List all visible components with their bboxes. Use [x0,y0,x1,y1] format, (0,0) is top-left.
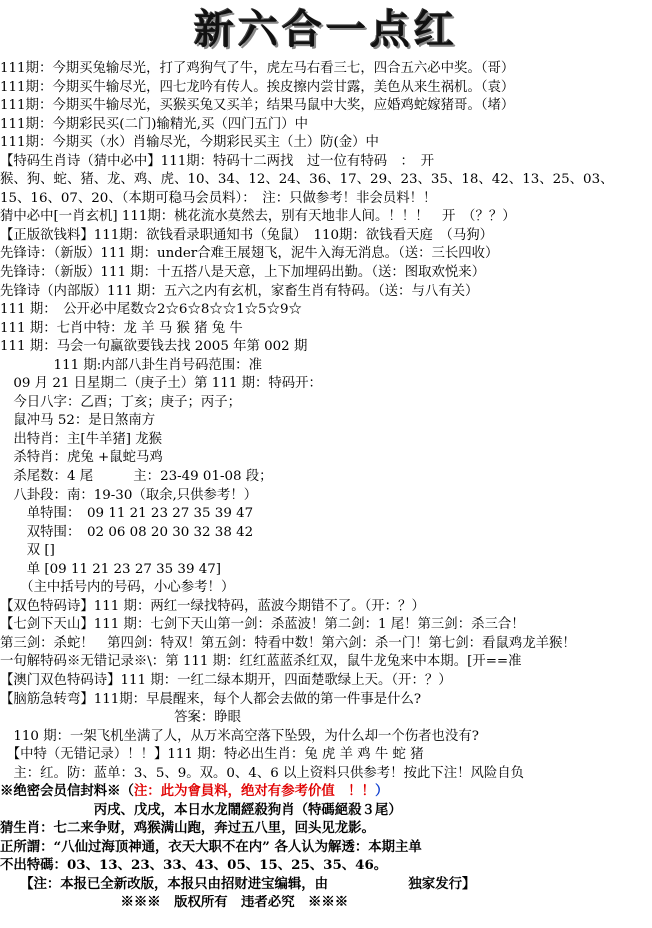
text-line: 111 期：七肖中特：龙 羊 马 猴 猪 兔 牛 [0,320,243,336]
notice-warning: 注：此为會員料，绝对有参考价值 ！！ [133,783,375,800]
text-line: 鼠冲马 52：是日煞南方 [0,413,156,429]
text-line: 出特肖：主[牛羊猪] 龙猴 [0,431,163,447]
text-line: 【七剑下天山】111 期：七剑下天山第一剑：杀蓝波！第二剑：1 尾！第三剑：杀三合！ [0,617,525,633]
text-line: 双特围： 02 06 08 20 30 32 38 42 [0,524,254,540]
text-line: 今日八字：乙酉；丁亥；庚子；丙子； [0,394,242,410]
text-line: 【中特（无错记录）！！】111 期：特必出生肖：兔 虎 羊 鸡 牛 蛇 猪 [0,747,424,763]
text-line: 【双色特码诗】111 期：两红一绿找特码，蓝波今期错不了。（开：？） [0,598,425,614]
text-line: 主：红。防：蓝单：3、5、9。双。0、4、6 以上资料只供参考！按此下注！风险自负 [0,765,525,781]
text-line: （主中括号内的号码，小心参考！） [0,580,235,596]
text-line: 111 期:内部八卦生肖号码范围：准 [0,357,262,373]
no-show-numbers: 不出特碼：03、13、23、33、43、05、15、25、35、46。 [0,857,388,874]
masthead-title: 新六合一点红 [194,7,458,53]
zodiac-line: 丙戌、戊戌，本日水龙鬧經殺狗肖（特碼絕殺３尾） [0,801,402,818]
text-line: 【澳门双色特码诗】111 期：一红二绿本期开，四面楚歌绿上天。（开：？） [0,672,452,688]
text-line: 【脑筋急转弯】111期：早晨醒来，每个人都会去做的第一件事是什么? [0,691,422,707]
text-line: 111 期： 公开必中尾数☆2☆6☆8☆☆1☆5☆9☆ [0,302,302,318]
text-line: 110 期：一架飞机坐满了人，从万米高空落下坠毁，为什么却一个伤者也没有? [0,728,479,744]
text-line: 111 期：马会一句赢欲要钱去找 2005 年第 002 期 [0,339,308,355]
text-line: 杀特肖：虎兔 +鼠蛇马鸡 [0,450,163,466]
notice-suffix: ） [374,783,389,800]
member-notice [0,783,652,800]
text-line: 猜中必中[一肖玄机] 111期：桃花流水莫然去，别有天地非人间。！！！ 开 （？？） [0,209,516,225]
text-line: 111期：今期买牛输尽光，买猴买兔又买羊；结果马鼠中大奖，应婚鸡蛇嫁猪哥。（堵） [0,98,515,114]
text-line: 先锋诗：（新版）111 期：under合难王展翅飞，泥牛入海无消息。（送：三长四收） [0,246,499,262]
notice-prefix: ※绝密会员信封料※（ [0,783,134,800]
text-line: 单 [09 11 21 23 27 35 39 47] [0,561,221,577]
text-line: 【正版欲钱料】111期：欲钱看录职通知书（兔鼠） 110期：欲钱看天庭 （马狗） [0,227,493,243]
text-line: 111期：今期彩民买(二门)输精光,买（四门五门）中 [0,116,309,132]
saying-line: 正所謂：“八仙过海顶神通，衣天大职不在内” 各人认为解透：本期主单 [0,838,422,855]
publisher-note: 【注：本报已全新改版，本报只由招财进宝编辑，由 独家发行】 [0,875,476,892]
text-line: 第三剑：杀蛇！ 第四剑：特双！第五剑：特看中数！第六剑：杀一门！第七剑：看鼠鸡龙羊猴！ [0,635,576,651]
text-line: 111期：今期买兔输尽光，打了鸡狗气了牛，虎左马右看三七，四合五六必中奖。（哥） [0,61,515,76]
copyright-line: ※※※ 版权所有 违者必究 ※※※ [0,894,349,910]
text-line: 八卦段：南：19-30（取余,只供参考！） [0,487,258,503]
guess-zodiac: 猜生肖：七二来争财，鸡猴满山跑，奔过五八里，回头见龙影。 [0,820,375,837]
text-line: 09 月 21 日星期二（庚子土）第 111 期：特码开： [0,376,322,392]
text-line: 杀尾数：4 尾 主：23-49 01-08 段； [0,469,273,484]
text-line: 先锋诗（内部版）111 期：五六之内有玄机，家畜生肖有特码。（送：与八有关） [0,283,479,299]
text-line: 双 [] [0,543,55,559]
text-line: 猴、狗、蛇、猪、龙、鸡、虎、10、34、12、24、36、17、29、23、35、18、42、13、25、03、 [0,172,614,188]
text-line: 【特码生肖诗（猜中必中】111期：特码十二两找 过一位有特码 ： 开 [0,153,434,169]
text-line: 一句解特码※无错记录※\：第 111 期：红红蓝蓝杀红双，鼠牛龙兔来中本期。[开==准 [0,654,522,670]
text-line: 111期：今期买牛输尽光，四七龙吟有传人。挨皮擦内尝甘露，美色从来生祸机。（袁） [0,79,515,95]
text-line: 单特围： 09 11 21 23 27 35 39 47 [0,506,254,521]
text-line: 答案：睁眼 [0,710,242,725]
text-line: 先锋诗：（新版）111 期：十五搭八是天意，上下加埋码出勤。（送：图取欢悦来） [0,265,486,280]
text-line: 15、16、07、20、（本期可稳马会员料）： 注：只做参考！非会员料！！ [0,190,437,206]
text-line: 111期：今期买（水）肖输尽光，今期彩民买主（土）防(金）中 [0,135,379,151]
